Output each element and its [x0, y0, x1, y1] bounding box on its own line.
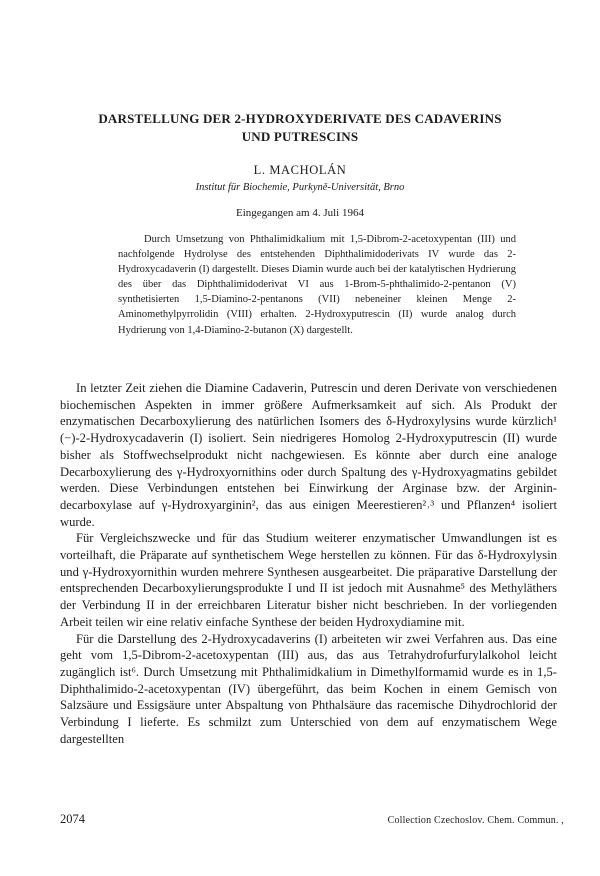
article-body	[60, 380, 557, 747]
abstract: Durch Umsetzung von Phthalimidkalium mit 1,5-Dibrom-2-acetoxypentan (III) und nachfolgende Hydrolyse des entstehenden Diphthalimidoderivats IV wurde das 2-Hydroxycadaverin (I) dargestellt. Dieses Diamin wurde auch bei der katalytischen Hydrierung des über das Diphthalimidoderivat VI aus 1-Brom-5-phthalimido-2-pentanon (V) synthetisierten 1,5-Diamino-2-pentanons (VII) nebeneiner kleinen Menge 2-Aminomethylpyrrolidin (VIII) erhalten. 2-Hydroxyputrescin (II) wurde analog durch Hydrierung von 1,4-Diamino-2-butanon (X) dargestellt.	[118, 234, 516, 336]
body-paragraph-2: Für Vergleichszwecke und für das Studium weiterer enzymatischer Umwandlungen ist es vorteilhaft, die Präparate auf synthetischem Wege herstellen zu können. Für das δ-Hydroxylysin und γ-Hydroxyornithin wurden mehrere Synthesen ausgearbeitet. Die präparative Darstellung der entsprechenden Decarboxylierungsprodukte I und II ist jedoch mit Ausnahme⁵ des Methyläthers der Verbindung II in der erreichbaren Literatur bisher nicht beschrieben. In der vorliegenden Arbeit teilen wir eine relativ einfache Synthese der beiden Hydroxydiamine mit.	[60, 531, 557, 629]
journal-name: Collection Czechoslov. Chem. Commun. ,	[387, 815, 564, 826]
article-title	[60, 110, 540, 146]
author-affiliation: Institut für Biochemie, Purkyně-Universität, Brno	[195, 182, 405, 193]
title-line-2: UND PUTRESCINS	[241, 129, 359, 144]
page-number: 2074	[60, 812, 85, 826]
body-paragraph-1: In letzter Zeit ziehen die Diamine Cadaverin, Putrescin und deren Derivate von verschiedenen biochemischen Aspekten in immer größere Aufmerksamkeit auf sich. Als Produkt der enzymatischen Decarboxylierung des natürlichen Isomers des δ-Hydroxylysins wurde kürzlich¹ (−)-2-Hydroxycadaverin (I) isoliert. Sein niedrigeres Homolog 2-Hydroxyputrescin (II) wurde bisher als Stoffwechselprodukt nicht nachgewiesen. Es könnte aber durch eine analoge Decarboxylierung des γ-Hydroxyornithins oder durch Spaltung des γ-Hydroxyagmatins gebildet werden. Diese Verbindungen entstehen bei Einwirkung der Arginase bzw. der Arginin-decarboxylase auf γ-Hydroxyarginin², das aus einigen Meerestieren²˒³ und Pflanzen⁴ isoliert wurde.	[60, 381, 557, 529]
title-line-1: DARSTELLUNG DER 2-HYDROXYDERIVATE DES CADAVERINS	[98, 111, 502, 126]
received-date: Eingegangen am 4. Juli 1964	[235, 207, 364, 219]
author-name: L. MACHOLÁN	[253, 163, 347, 177]
body-paragraph-3: Für die Darstellung des 2-Hydroxycadaverins (I) arbeiteten wir zwei Verfahren aus. Das eine geht vom 1,5-Dibrom-2-acetoxypentan (III) aus, das aus Tetrahydrofurfurylalkohol leicht zugänglich ist⁶. Durch Umsetzung mit Phthalimidkalium in Dimethylformamid wurde es in 1,5-Diphthalimido-2-acetoxypentan (IV) übergeführt, das beim Kochen in einem Gemisch von Salzsäure und Essigsäure unter Abspaltung von Phthalsäure das racemische Dihydrochlorid der Verbindung I lieferte. Es schmilzt zum Unterschied von dem auf enzymatischem Wege dargestellten	[60, 631, 557, 746]
